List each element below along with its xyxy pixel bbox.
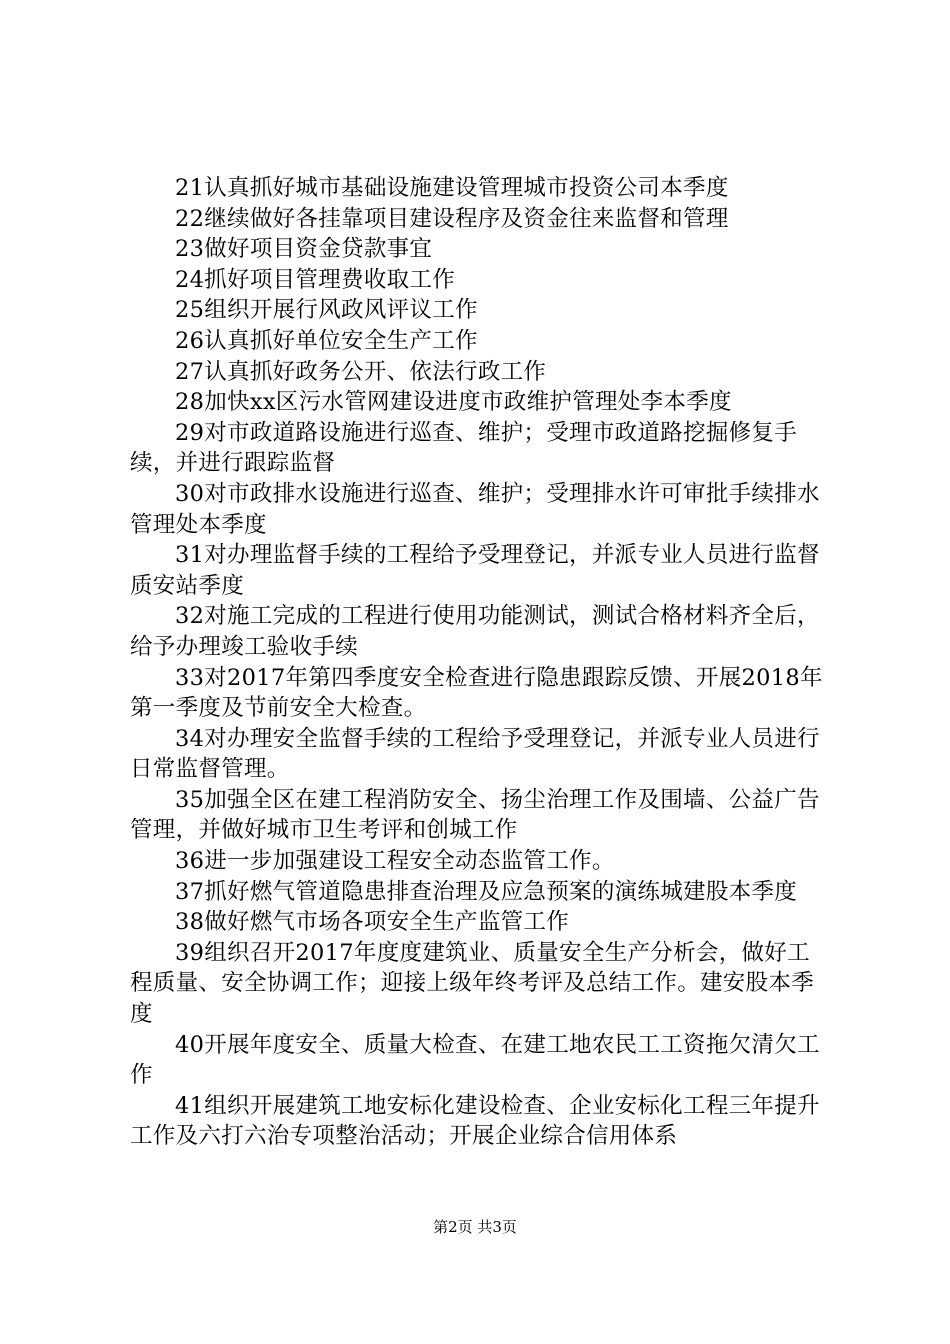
paragraph-26: 26认真抓好单位安全生产工作 xyxy=(175,327,478,354)
paragraph-24: 24抓好项目管理费收取工作 xyxy=(175,266,456,293)
paragraph-37: 37抓好燃气管道隐患排查治理及应急预案的演练城建股本季度 xyxy=(175,878,798,905)
paragraph-34: 34对办理安全监督手续的工程给予受理登记，并派专业人员进行日常监督管理。 xyxy=(130,725,820,783)
paragraph-39: 39组织召开2017年度度建筑业、质量安全生产分析会，做好工程质量、安全协调工作；迎接上级年终考评及总结工作。建安股本季度 xyxy=(130,939,815,1028)
paragraph-40: 40开展年度安全、质量大检查、在建工地农民工工资拖欠清欠工作 xyxy=(130,1031,820,1089)
paragraph-38: 38做好燃气市场各项安全生产监管工作 xyxy=(175,909,570,936)
paragraph-23: 23做好项目资金贷款事宜 xyxy=(175,236,433,263)
page-footer xyxy=(0,1218,950,1236)
paragraph-32: 32对施工完成的工程进行使用功能测试，测试合格材料齐全后，给予办理竣工验收手续 xyxy=(130,603,820,660)
paragraph-28: 28加快xx区污水管网建设进度市政维护管理处李本季度 xyxy=(175,389,732,416)
paragraph-36: 36进一步加强建设工程安全动态监管工作。 xyxy=(175,848,615,875)
paragraph-22: 22继续做好各挂靠项目建设程序及资金往来监督和管理 xyxy=(175,205,729,232)
paragraph-27: 27认真抓好政务公开、依法行政工作 xyxy=(175,358,547,385)
paragraph-31: 31对办理监督手续的工程给予受理登记，并派专业人员进行监督质安站季度 xyxy=(130,542,820,599)
paragraph-29: 29对市政道路设施进行巡查、维护；受理市政道路挖掘修复手续，并进行跟踪监督 xyxy=(130,419,798,477)
paragraph-25: 25组织开展行风政风评议工作 xyxy=(175,297,478,324)
paragraph-41: 41组织开展建筑工地安标化建设检查、企业安标化工程三年提升工作及六打六治专项整治活动；开展企业综合信用体系 xyxy=(130,1092,820,1150)
paragraph-33: 33对2017年第四季度安全检查进行隐患跟踪反馈、开展2018年第一季度及节前安全大检查。 xyxy=(130,664,823,722)
paragraph-35: 35加强全区在建工程消防安全、扬尘治理工作及围墙、公益广告管理，并做好城市卫生考评和创城工作 xyxy=(130,786,820,844)
document-body xyxy=(130,173,830,1152)
page-number-label: 第2页 共3页 xyxy=(433,1218,517,1236)
paragraph-21: 21认真抓好城市基础设施建设管理城市投资公司本季度 xyxy=(175,175,729,201)
paragraph-30: 30对市政排水设施进行巡查、维护；受理排水许可审批手续排水管理处本季度 xyxy=(130,480,820,538)
